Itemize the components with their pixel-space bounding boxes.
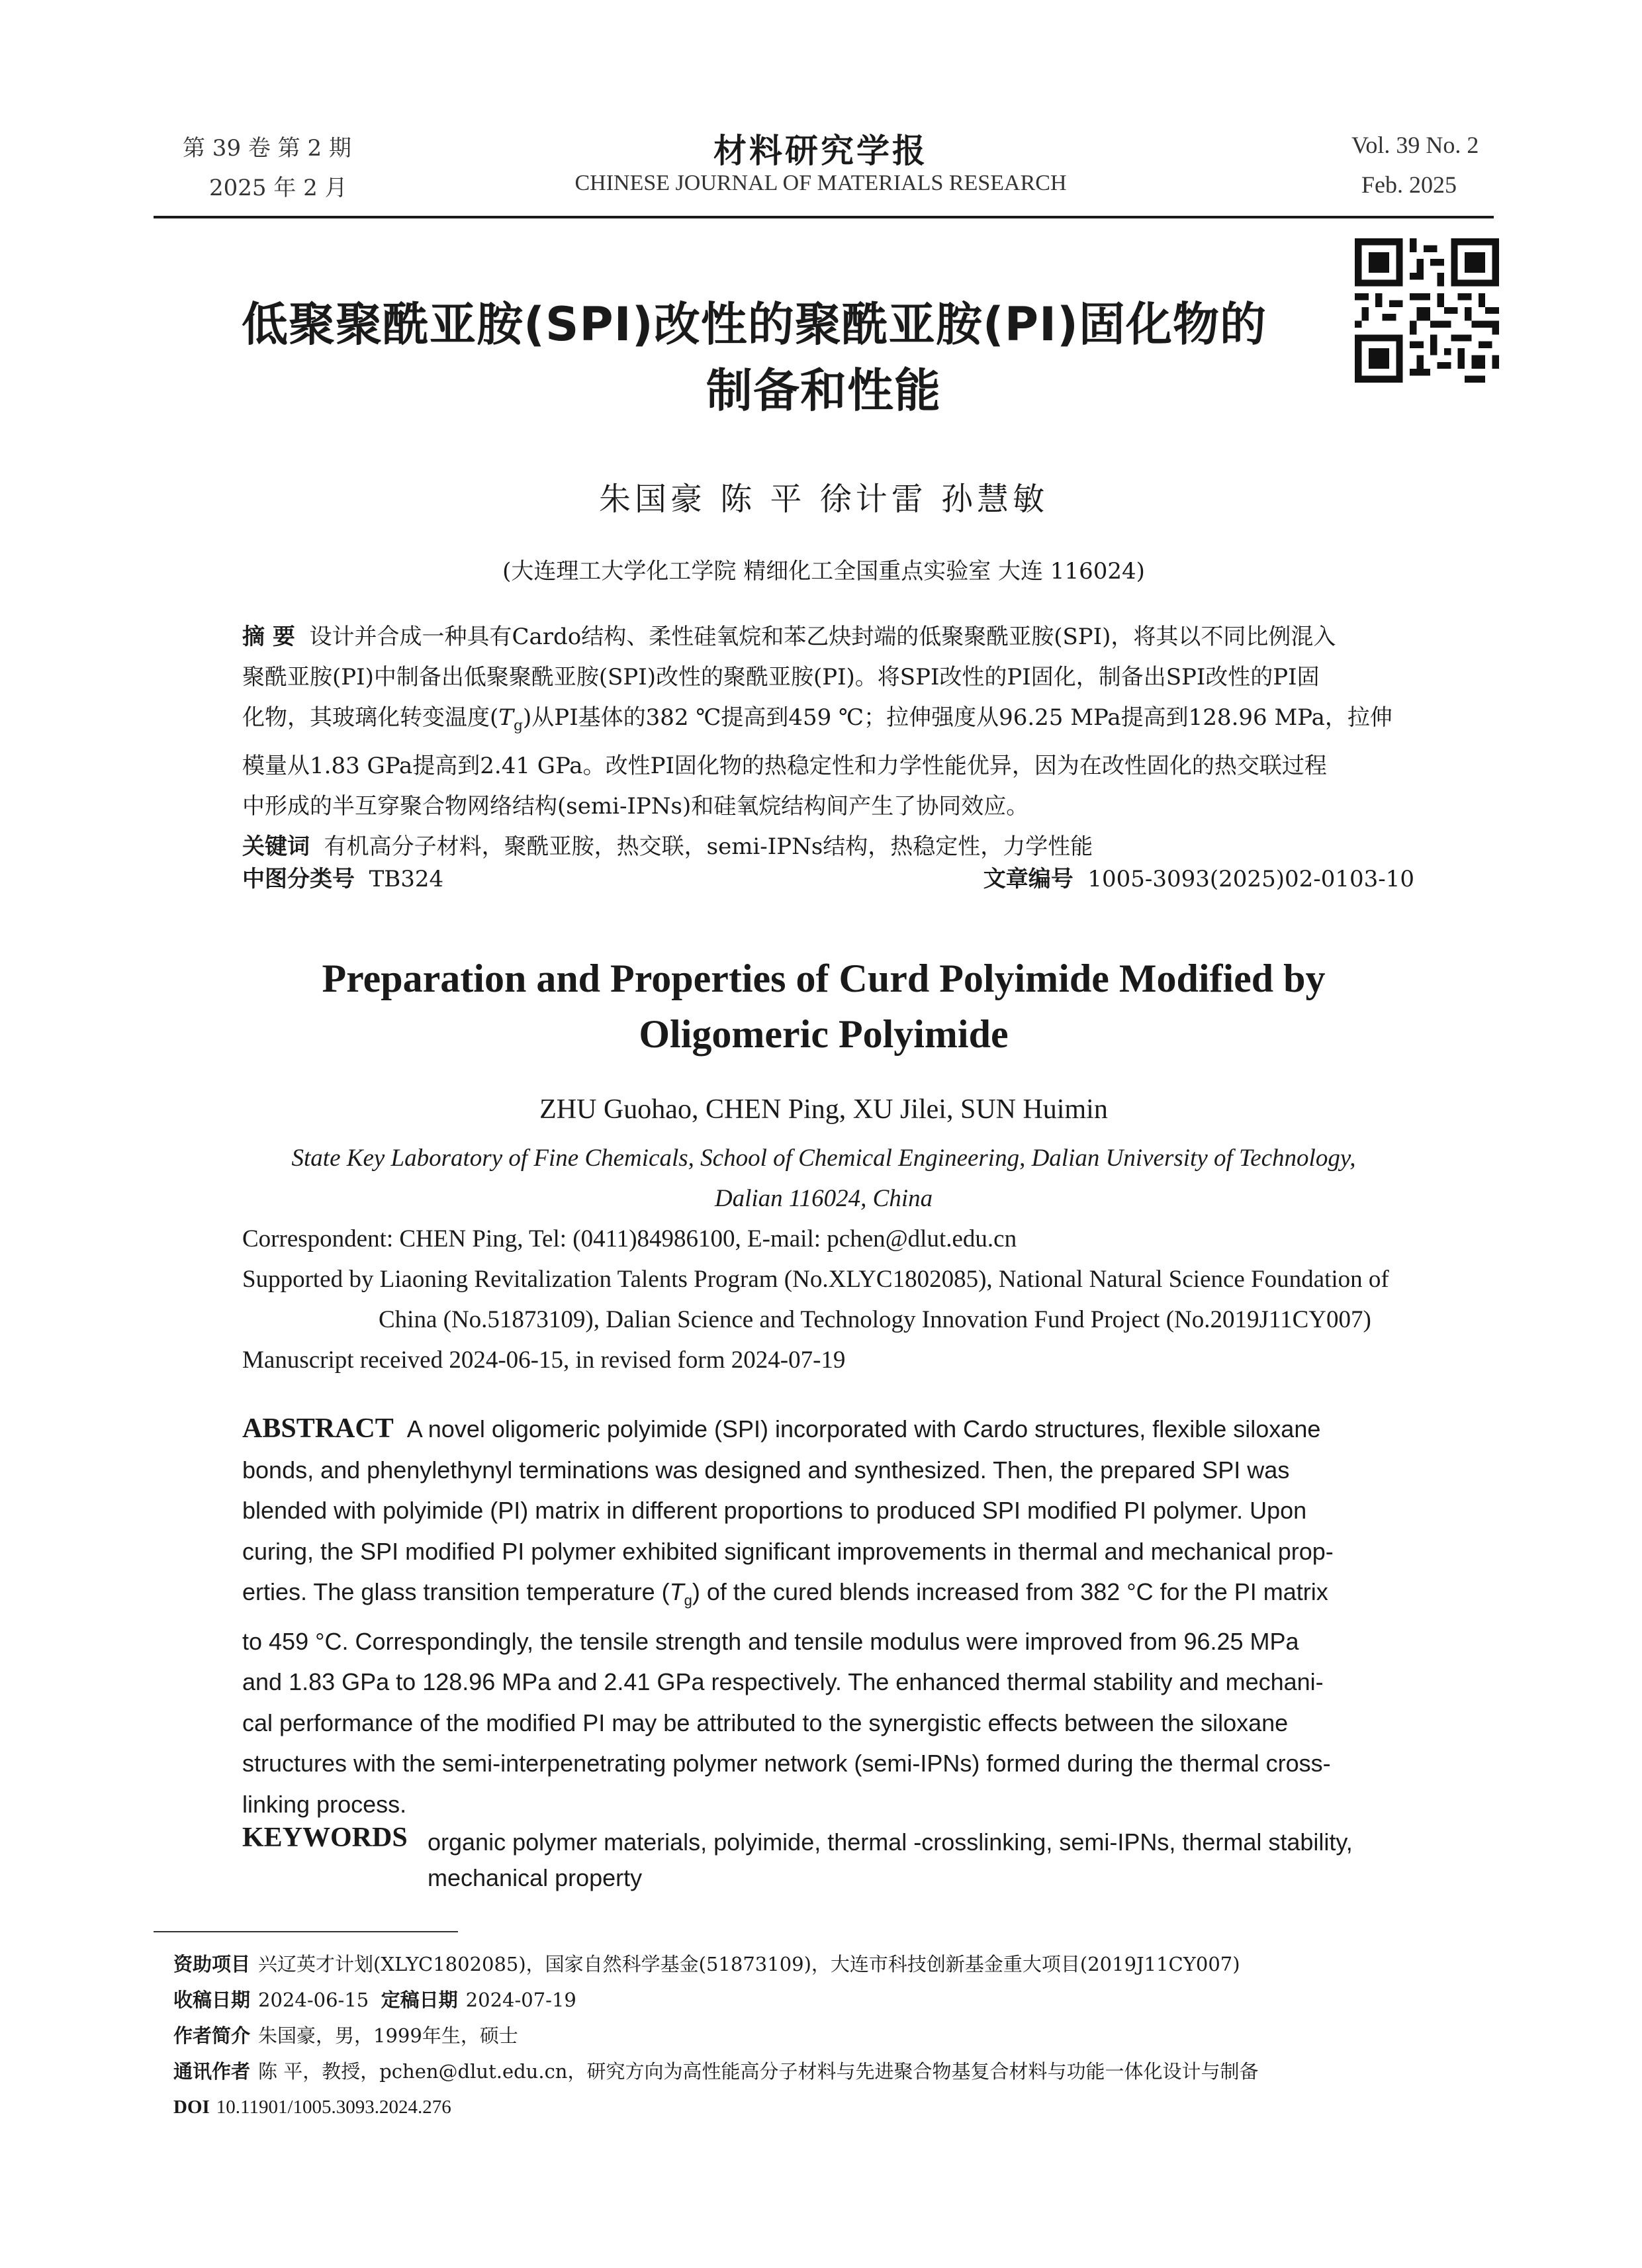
article-no-label: 文章编号 (983, 866, 1073, 892)
header-rule (154, 216, 1494, 218)
tg-subscript-en: g (684, 1592, 692, 1609)
abstract-en-label: ABSTRACT (242, 1413, 394, 1444)
title-en-line1: Preparation and Properties of Curd Polyimide Modified by (322, 957, 1326, 1000)
title-cn-line1: 低聚聚酰亚胺(SPI)改性的聚酰亚胺(PI)固化物的 (241, 297, 1267, 352)
keywords-cn-label: 关键词 (242, 833, 310, 860)
revised-label: 定稿日期 (381, 1989, 458, 2011)
volume-en: Vol. 39 No. 2 (1351, 132, 1479, 158)
footnote-fund (173, 1948, 1240, 1981)
affiliation-cn: (大连理工大学化工学院 精细化工全国重点实验室 大连 116024) (502, 558, 1145, 585)
corr-label: 通讯作者 (173, 2060, 251, 2083)
article-no (983, 859, 1414, 900)
abstract-en (242, 1409, 1418, 1824)
doi-value[interactable]: 10.11901/1005.3093.2024.276 (216, 2097, 451, 2118)
footnote-corresponding (173, 2055, 1259, 2088)
journal-title-cn: 材料研究学报 (713, 132, 928, 170)
title-en-line2: Oligomeric Polyimide (639, 1012, 1009, 1056)
date-en: Feb. 2025 (1361, 171, 1457, 198)
abstract-en-line5b: ) of the cured blends increased from 382 °C for the PI matrix (692, 1578, 1328, 1605)
abstract-en-line4: curing, the SPI modified PI polymer exhibited significant improvements in thermal and mechanical prop- (242, 1537, 1334, 1565)
authors-en: ZHU Guohao, CHEN Ping, XU Jilei, SUN Huimin (539, 1094, 1108, 1125)
abstract-cn-line2: 聚酰亚胺(PI)中制备出低聚聚酰亚胺(SPI)改性的聚酰亚胺(PI)。将SPI改性的PI固化，制备出SPI改性的PI固 (242, 664, 1320, 690)
supported-line2: China (No.51873109), Dalian Science and Technology Innovation Fund Project (No.2019J11CY007) (379, 1306, 1371, 1333)
received-label: 收稿日期 (173, 1989, 251, 2011)
supported-line1: Supported by Liaoning Revitalization Talents Program (No.XLYC1802085), National Natural Science Foundation of (242, 1266, 1389, 1293)
affiliation-en-line1: State Key Laboratory of Fine Chemicals, School of Chemical Engineering, Dalian University of Technology, (291, 1145, 1356, 1172)
abstract-cn-label: 摘 要 (242, 624, 295, 650)
keywords-en-line1: organic polymer materials, polyimide, thermal -crosslinking, semi-IPNs, thermal stability, (428, 1828, 1353, 1856)
abstract-en-line9: structures with the semi-interpenetrating polymer network (semi-IPNs) formed during the thermal cross- (242, 1750, 1331, 1777)
footnote-rule (154, 1931, 458, 1932)
tg-symbol: T (498, 704, 514, 731)
correspondent: Correspondent: CHEN Ping, Tel: (0411)84986100, E-mail: pchen@dlut.edu.cn (242, 1225, 1017, 1252)
tg-symbol-en: T (669, 1578, 684, 1605)
journal-title-en: CHINESE JOURNAL OF MATERIALS RESEARCH (574, 171, 1067, 195)
abstract-cn-line3a: 化物，其玻璃化转变温度( (242, 704, 499, 731)
abstract-en-line2: bonds, and phenylethynyl terminations was designed and synthesized. Then, the prepared SPI was (242, 1456, 1290, 1484)
author-label: 作者简介 (173, 2024, 251, 2047)
date-cn: 2025 年 2 月 (209, 175, 347, 201)
corr-text: 陈 平，教授，pchen@dlut.edu.cn，研究方向为高性能高分子材料与先进聚合物基复合材料与功能一体化设计与制备 (258, 2060, 1259, 2083)
abstract-cn-line1: 设计并合成一种具有Cardo结构、柔性硅氧烷和苯乙炔封端的低聚聚酰亚胺(SPI)，将其以不同比例混入 (309, 624, 1336, 650)
abstract-cn (242, 617, 1418, 867)
affiliation-en-line2: Dalian 116024, China (714, 1185, 933, 1212)
abstract-cn-line5: 中形成的半互穿聚合物网络结构(semi-IPNs)和硅氧烷结构间产生了协同效应。 (242, 792, 1029, 820)
keywords-en-line2: mechanical property (428, 1864, 643, 1891)
abstract-cn-line3b: )从PI基体的382 ℃提高到459 ℃；拉伸强度从96.25 MPa提高到128.96 MPa，拉伸 (523, 704, 1392, 731)
fund-label: 资助项目 (173, 1953, 251, 1975)
revised-value: 2024-07-19 (465, 1989, 576, 2011)
footnote-dates (173, 1983, 576, 2016)
keywords-en-label: KEYWORDS (242, 1822, 408, 1853)
class-no-label: 中图分类号 (242, 866, 355, 892)
doi-label: DOI (173, 2097, 210, 2118)
tg-subscript: g (513, 717, 524, 734)
abstract-en-line1: A novel oligomeric polyimide (SPI) incorporated with Cardo structures, flexible siloxane (406, 1415, 1321, 1442)
author-text: 朱国豪，男，1999年生，硕士 (258, 2024, 518, 2047)
keywords-cn-text: 有机高分子材料，聚酰亚胺，热交联，semi-IPNs结构，热稳定性，力学性能 (324, 833, 1093, 860)
authors-cn: 朱国豪 陈 平 徐计雷 孙慧敏 (598, 481, 1049, 518)
class-no-value: TB324 (369, 866, 444, 892)
abstract-en-line10: linking process. (242, 1790, 407, 1818)
received-value: 2024-06-15 (258, 1989, 369, 2011)
footnote-doi (173, 2091, 451, 2124)
abstract-cn-line4: 模量从1.83 GPa提高到2.41 GPa。改性PI固化物的热稳定性和力学性能优异，因为在改性固化的热交联过程 (242, 752, 1327, 779)
abstract-en-line6: to 459 °C. Correspondingly, the tensile strength and tensile modulus were improved from 96.25 MPa (242, 1627, 1299, 1655)
article-no-value: 1005-3093(2025)02-0103-10 (1087, 866, 1414, 892)
abstract-en-line8: cal performance of the modified PI may be attributed to the synergistic effects between the siloxane (242, 1709, 1289, 1736)
abstract-en-line3: blended with polyimide (PI) matrix in different proportions to produced SPI modified PI polymer. Upon (242, 1497, 1307, 1524)
volume-cn: 第 39 卷 第 2 期 (183, 135, 351, 162)
title-cn-line2: 制备和性能 (706, 363, 941, 418)
fund-text: 兴辽英才计划(XLYC1802085)，国家自然科学基金(51873109)，大连市科技创新基金重大项目(2019J11CY007) (258, 1953, 1240, 1975)
manuscript-dates: Manuscript received 2024-06-15, in revised form 2024-07-19 (242, 1347, 846, 1374)
class-no (242, 859, 443, 900)
abstract-en-line7: and 1.83 GPa to 128.96 MPa and 2.41 GPa respectively. The enhanced thermal stability and mechani- (242, 1668, 1324, 1696)
abstract-en-line5a: erties. The glass transition temperature ( (242, 1578, 670, 1605)
footnote-author (173, 2019, 518, 2052)
